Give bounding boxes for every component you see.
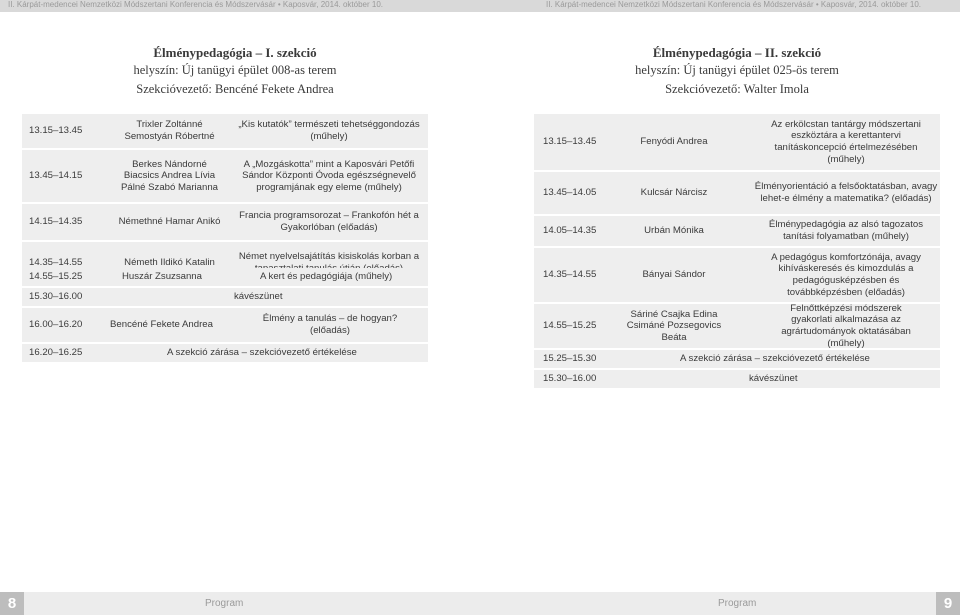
page-footer	[0, 592, 960, 615]
title-cell: Német nyelvelsajátítás kisiskolás korban a	[238, 251, 420, 263]
time-cell: 13.15–13.45	[29, 125, 83, 137]
presenter-cell: Urbán Mónika	[644, 225, 704, 237]
presenter-cell: Bencéné Fekete Andrea	[110, 319, 213, 331]
section-2-title: Élménypedagógia – II. szekció	[652, 45, 822, 60]
table-row	[22, 204, 428, 240]
left-page-number: 8	[0, 592, 24, 615]
running-header-right: II. Kárpát-medencei Nemzetközi Módszertani Konferencia és Módszervásár • Kaposvár, 2014. október 10.	[546, 0, 921, 9]
presenter-cell: Németh Ildikó Katalin	[124, 257, 215, 269]
presenter-cell: Némethné Hamar Anikó	[118, 216, 221, 228]
time-cell: 14.15–14.35	[29, 216, 83, 228]
running-header-bar	[0, 0, 960, 12]
title-cell: Francia programsorozat – Frankofón hét a Gyakorlóban (előadás)	[239, 210, 419, 233]
left-footer-label: Program	[205, 598, 244, 609]
section-1-heading	[80, 44, 390, 99]
title-cell: A „Mozgáskotta” mint a Kaposvári Petőfi Sándor Központi Óvoda egészségnevelő programjának egy eleme (műhely)	[242, 158, 416, 193]
table-row	[534, 114, 940, 170]
table-row	[534, 172, 940, 214]
time-cell: 14.55–15.25	[543, 320, 597, 332]
title-cell: A szekció zárása – szekcióvezető értékelése	[680, 353, 870, 365]
title-cell: A pedagógus komfortzónája, avagy kihíváskeresés és kimozdulás a pedagógusképzésben és továbbképzésben (előadás)	[771, 251, 921, 298]
section-2-schedule-table	[534, 114, 940, 390]
title-cell: A kert és pedagógiája (műhely)	[260, 271, 393, 283]
time-cell: 13.45–14.05	[543, 187, 597, 199]
presenter-cell: Sáriné Csajka Edina Csimáné Pozsegovics Beáta	[626, 308, 722, 343]
table-row	[534, 248, 940, 302]
presenter-cell: Fenyódi Andrea	[640, 136, 708, 148]
time-cell: 16.20–16.25	[29, 347, 83, 359]
time-cell: 14.55–15.25	[29, 271, 83, 283]
title-cell: Felnőttképzési módszerek gyakorlati alkalmazása az agrártudományok oktatásában (műhely)	[781, 302, 911, 349]
table-row	[22, 308, 428, 342]
table-row	[22, 344, 428, 362]
time-cell: 13.15–13.45	[543, 136, 597, 148]
title-cell: A szekció zárása – szekcióvezető értékelése	[167, 347, 357, 359]
title-cell: kávészünet	[749, 373, 798, 385]
section-2-leader: Szekcióvezető: Walter Imola	[665, 82, 809, 96]
time-cell: 14.35–14.55	[29, 257, 83, 269]
title-cell: Élményorientáció a felsőoktatásban, avagy lehet-e élmény a matematika? (előadás)	[754, 181, 938, 204]
section-1-location: helyszín: Új tanügyi épület 008-as terem	[133, 63, 337, 77]
presenter-cell: Berkes Nándorné Biacsics Andrea Lívia Pálné Szabó Marianna	[120, 158, 219, 193]
title-cell: kávészünet	[234, 291, 283, 303]
table-row	[534, 304, 940, 348]
table-row	[22, 268, 428, 286]
table-row	[22, 288, 428, 306]
section-2-heading	[582, 44, 892, 99]
time-cell: 13.45–14.15	[29, 170, 83, 182]
presenter-cell: Kulcsár Nárcisz	[640, 187, 708, 199]
right-page-number: 9	[936, 592, 960, 615]
time-cell: 15.30–16.00	[29, 291, 83, 303]
table-row	[534, 216, 940, 246]
title-cell: Az erkölcstan tantárgy módszertani eszköztára a kerettantervi tanításkoncepció értelmezésében (műhely)	[771, 118, 921, 165]
section-1-title: Élménypedagógia – I. szekció	[153, 45, 317, 60]
title-cell: Élmény a tanulás – de hogyan? (előadás)	[262, 313, 398, 336]
time-cell: 16.00–16.20	[29, 319, 83, 331]
right-footer-label: Program	[718, 598, 757, 609]
table-row	[534, 370, 940, 388]
table-row	[22, 114, 428, 148]
title-cell: „Kis kutatók” természeti tehetséggondozás (műhely)	[238, 119, 420, 142]
presenter-cell: Trixler Zoltánné Semostyán Róbertné	[124, 119, 215, 142]
time-cell: 14.05–14.35	[543, 225, 597, 237]
time-cell: 15.30–16.00	[543, 373, 597, 385]
table-row	[534, 350, 940, 368]
running-header-left: II. Kárpát-medencei Nemzetközi Módszertani Konferencia és Módszervásár • Kaposvár, 2014. október 10.	[8, 0, 383, 9]
section-1-schedule-table	[22, 114, 428, 364]
section-1-leader: Szekcióvezető: Bencéné Fekete Andrea	[136, 82, 334, 96]
time-cell: 15.25–15.30	[543, 353, 597, 365]
presenter-cell: Bányai Sándor	[642, 269, 706, 281]
section-2-location: helyszín: Új tanügyi épület 025-ös terem	[635, 63, 839, 77]
time-cell: 14.35–14.55	[543, 269, 597, 281]
table-row	[22, 150, 428, 202]
presenter-cell: Huszár Zsuzsanna	[122, 271, 202, 283]
title-cell: Élménypedagógia az alsó tagozatos tanítási folyamatban (műhely)	[768, 219, 924, 242]
